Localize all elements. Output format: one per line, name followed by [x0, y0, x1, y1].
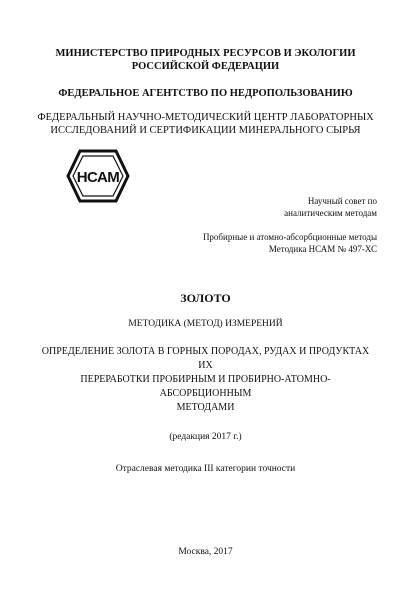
- description-line-1: ОПРЕДЕЛЕНИЕ ЗОЛОТА В ГОРНЫХ ПОРОДАХ, РУДАХ И ПРОДУКТАХ ИХ: [41, 346, 370, 371]
- edition-label: (редакция 2017 г.): [169, 432, 242, 442]
- description-line-2: ПЕРЕРАБОТКИ ПРОБИРНЫМ И ПРОБИРНО-АТОМНО-АБСОРБЦИОННЫМ: [80, 374, 331, 399]
- document-subtitle: МЕТОДИКА (МЕТОД) ИЗМЕРЕНИЙ: [128, 319, 283, 329]
- council-block: [284, 195, 377, 219]
- document-description: [40, 345, 371, 415]
- council-line-2: аналитическим методам: [284, 208, 377, 218]
- council-line-1: Научный совет по: [307, 196, 377, 206]
- ministry-heading: [0, 47, 411, 73]
- center-heading: [0, 111, 411, 137]
- ncam-logo-icon: [66, 149, 130, 203]
- city-year: Москва, 2017: [178, 547, 233, 557]
- logo-text: НСАМ: [76, 169, 120, 186]
- agency-heading: [0, 87, 411, 100]
- ministry-line-2: РОССИЙСКОЙ ФЕДЕРАЦИИ: [131, 61, 280, 72]
- center-line-2: ИССЛЕДОВАНИЙ И СЕРТИФИКАЦИИ МИНЕРАЛЬНОГО СЫРЬЯ: [50, 125, 361, 136]
- ministry-line-1: МИНИСТЕРСТВО ПРИРОДНЫХ РЕСУРСОВ И ЭКОЛОГИИ: [55, 48, 356, 59]
- document-title: ЗОЛОТО: [180, 291, 231, 305]
- center-line-1: ФЕДЕРАЛЬНЫЙ НАУЧНО-МЕТОДИЧЕСКИЙ ЦЕНТР ЛАБОРАТОРНЫХ: [37, 112, 374, 123]
- method-line-1: Пробирные и атомно-абсорбционные методы: [202, 232, 377, 242]
- method-reference-block: [203, 231, 377, 255]
- accuracy-category: Отраслевая методика III категории точности: [115, 464, 296, 474]
- agency-line: ФЕДЕРАЛЬНОЕ АГЕНТСТВО ПО НЕДРОПОЛЬЗОВАНИЮ: [58, 88, 353, 99]
- description-line-3: МЕТОДАМИ: [176, 402, 235, 413]
- method-line-2: Методика НСАМ № 497-ХС: [268, 244, 377, 254]
